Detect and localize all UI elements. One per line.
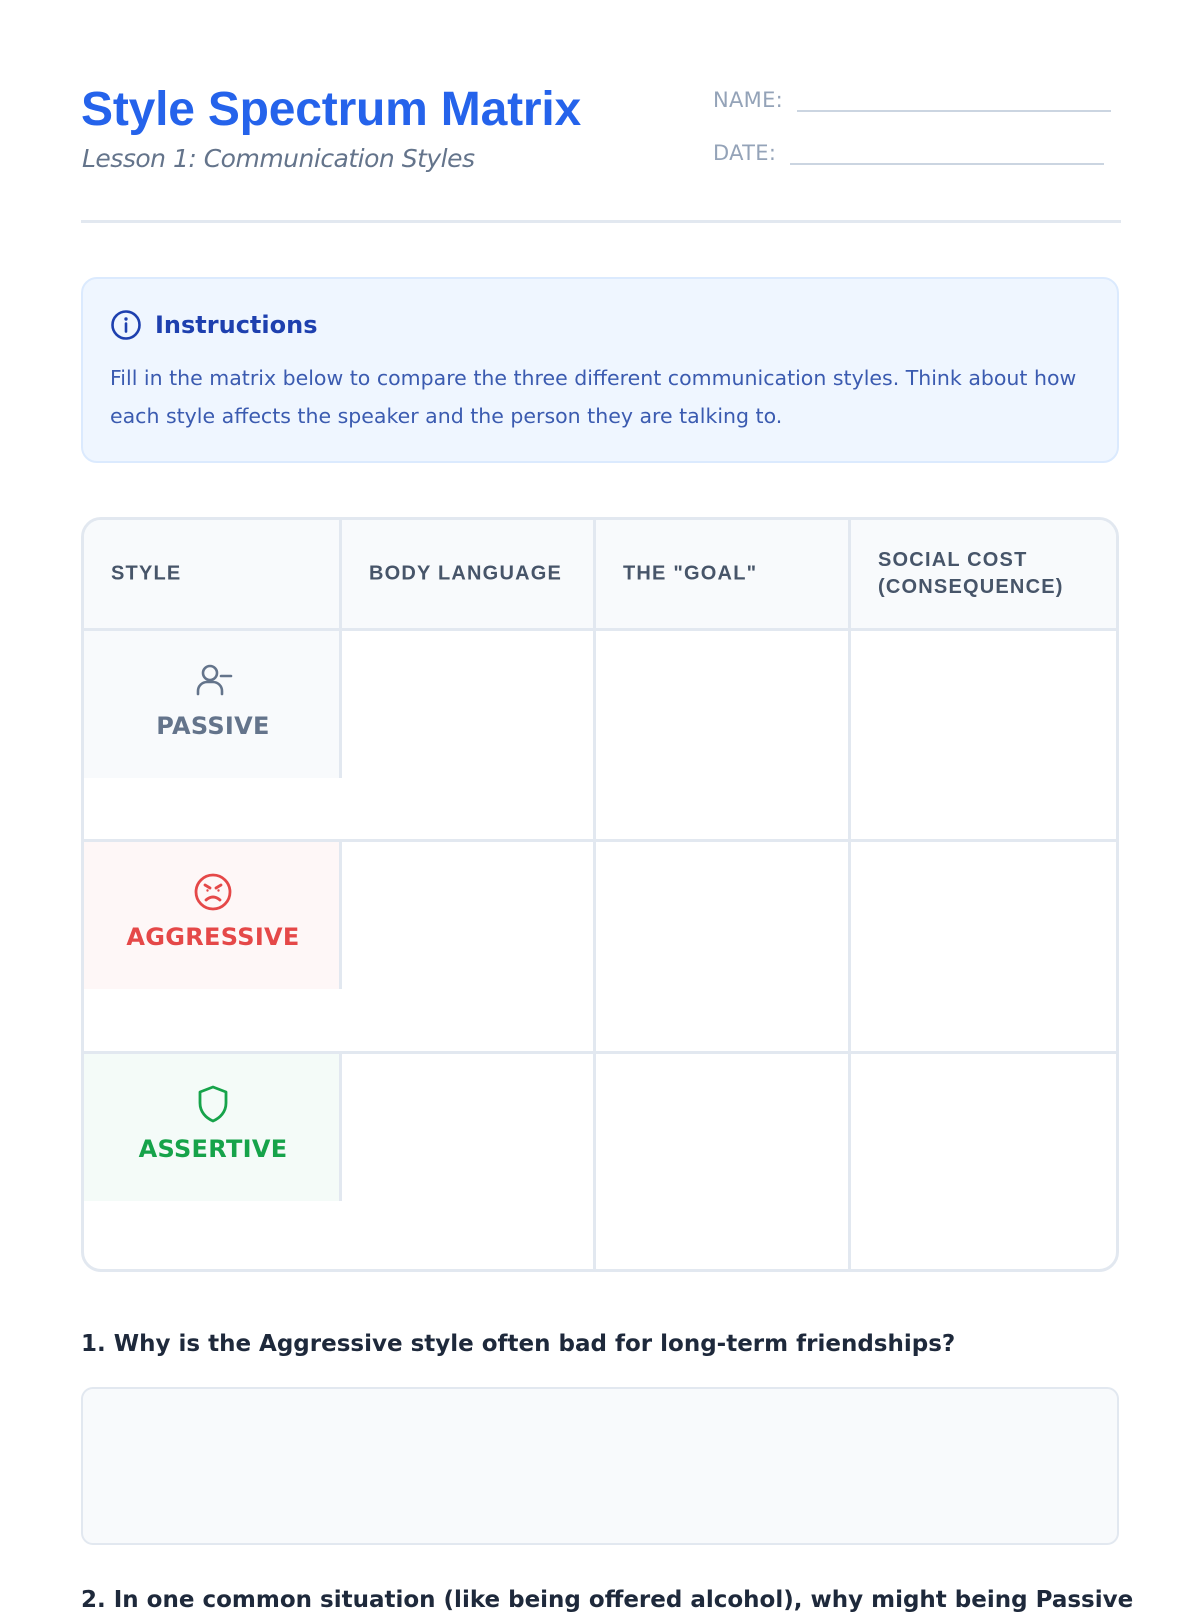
cell-assertive-social-cost[interactable]	[851, 1054, 1119, 1272]
row-label-aggressive: AGGRESSIVE	[126, 923, 300, 951]
instructions-header	[110, 309, 317, 341]
column-header-social-cost-label: SOCIAL COST (CONSEQUENCE)	[878, 549, 1064, 598]
column-header-style-label: STYLE	[111, 562, 182, 585]
name-field	[713, 82, 1111, 112]
header-divider	[81, 220, 1121, 223]
answer-box-question-1[interactable]	[81, 1387, 1119, 1545]
date-input-line[interactable]	[790, 135, 1104, 165]
style-matrix-table	[81, 517, 1119, 1272]
name-input-line[interactable]	[797, 82, 1111, 112]
column-header-goal	[596, 520, 851, 631]
instructions-title: Instructions	[155, 311, 318, 339]
column-header-body-language-label: BODY LANGUAGE	[369, 562, 563, 585]
cell-assertive-body-language[interactable]	[342, 1054, 593, 1272]
cell-passive-goal[interactable]	[596, 631, 848, 839]
cell-passive-social-cost[interactable]	[851, 631, 1119, 839]
column-header-social-cost	[851, 520, 1119, 631]
lesson-subtitle: Lesson 1: Communication Styles	[82, 144, 475, 173]
cell-aggressive-social-cost[interactable]	[851, 842, 1119, 1051]
question-2: 2. In one common situation (like being offered alcohol), why might being Passive	[81, 1587, 1134, 1613]
column-header-body-language	[342, 520, 596, 631]
date-label: DATE:	[713, 141, 777, 165]
row-style-assertive	[84, 1054, 342, 1201]
question-1: 1. Why is the Aggressive style often bad for long-term friendships?	[81, 1331, 956, 1357]
cell-assertive-goal[interactable]	[596, 1054, 848, 1272]
angry-face-icon	[191, 870, 235, 914]
column-header-style	[84, 520, 342, 631]
user-minus-icon	[191, 659, 235, 703]
row-label-passive: PASSIVE	[156, 712, 270, 740]
info-icon	[110, 309, 142, 341]
instructions-box	[81, 277, 1119, 463]
worksheet-header	[81, 82, 1121, 222]
cell-aggressive-goal[interactable]	[596, 842, 848, 1051]
row-style-aggressive	[84, 842, 342, 989]
row-label-assertive: ASSERTIVE	[138, 1135, 288, 1163]
page-title: Style Spectrum Matrix	[81, 83, 581, 136]
cell-passive-body-language[interactable]	[342, 631, 593, 839]
row-style-passive	[84, 631, 342, 778]
instructions-text: Fill in the matrix below to compare the three different communication styles. Think about how each style affects the speaker and the person they are talking to.	[110, 366, 1077, 428]
name-label: NAME:	[713, 88, 784, 112]
cell-aggressive-body-language[interactable]	[342, 842, 593, 1051]
column-header-goal-label: THE "GOAL"	[623, 562, 758, 585]
date-field	[713, 135, 1104, 165]
shield-icon	[191, 1082, 235, 1126]
